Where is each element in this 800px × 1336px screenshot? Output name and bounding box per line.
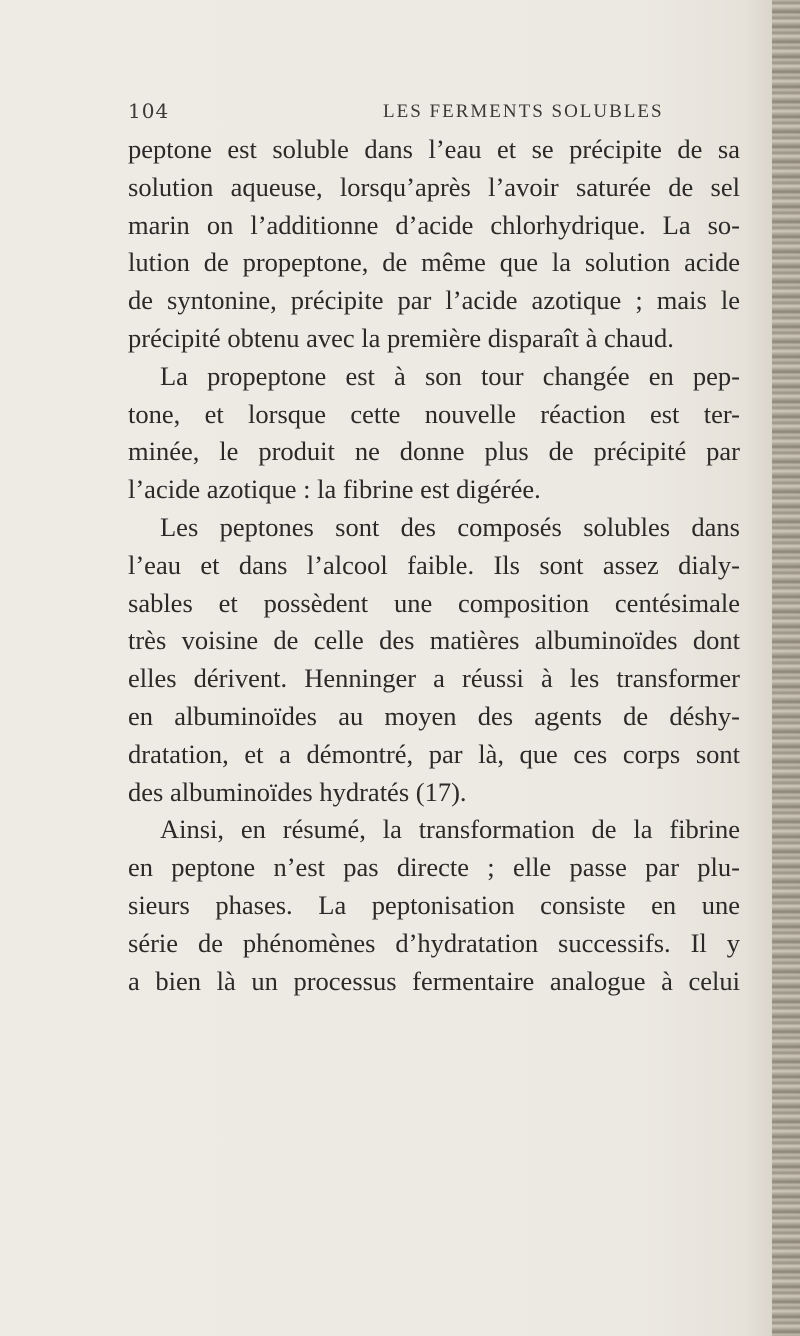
page-number: 104	[128, 99, 170, 123]
text-line: Ainsi, en résumé, la transformation de la fibrine	[160, 814, 740, 845]
text-line: très voisine de celle des matières albuminoïdes dont	[128, 625, 740, 656]
text-line: des albuminoïdes hydratés (17).	[128, 776, 467, 807]
paragraph	[128, 509, 740, 811]
running-head	[128, 99, 768, 127]
text-line: La propeptone est à son tour changée en pep-	[160, 360, 740, 391]
running-title: LES FERMENTS SOLUBLES	[383, 101, 664, 122]
text-line: marin on l’additionne d’acide chlorhydrique. La so-	[128, 209, 740, 240]
body-text	[128, 131, 740, 1000]
text-line: en albuminoïdes au moyen des agents de déshy-	[128, 700, 740, 731]
page-binding-edge	[772, 0, 800, 1336]
text-line: sieurs phases. La peptonisation consiste en une	[128, 889, 740, 920]
text-line: peptone est soluble dans l’eau et se précipite de sa	[128, 134, 740, 164]
text-line: en peptone n’est pas directe ; elle passe par plu-	[128, 852, 740, 883]
text-line: Les peptones sont des composés solubles dans	[160, 511, 740, 542]
text-line: lution de propeptone, de même que la solution acide	[128, 247, 740, 278]
text-line: l’eau et dans l’alcool faible. Ils sont assez dialy-	[128, 549, 740, 580]
text-line: solution aqueuse, lorsqu’après l’avoir saturée de sel	[128, 171, 740, 202]
text-line: série de phénomènes d’hydratation successifs. Il y	[128, 927, 740, 958]
text-line: elles dérivent. Henninger a réussi à les transformer	[128, 663, 740, 694]
text-line: a bien là un processus fermentaire analogue à celui	[128, 965, 740, 996]
paragraph	[128, 811, 740, 1000]
text-line: l’acide azotique : la fibrine est digérée.	[128, 474, 541, 505]
text-line: dratation, et a démontré, par là, que ces corps sont	[128, 738, 740, 769]
paragraph	[128, 131, 740, 358]
text-line: de syntonine, précipite par l’acide azotique ; mais le	[128, 285, 740, 316]
text-line: précipité obtenu avec la première disparaît à chaud.	[128, 322, 674, 353]
text-line: tone, et lorsque cette nouvelle réaction est ter-	[128, 398, 740, 429]
paragraph	[128, 358, 740, 509]
text-line: sables et possèdent une composition centésimale	[128, 587, 740, 618]
text-line: minée, le produit ne donne plus de précipité par	[128, 436, 740, 467]
